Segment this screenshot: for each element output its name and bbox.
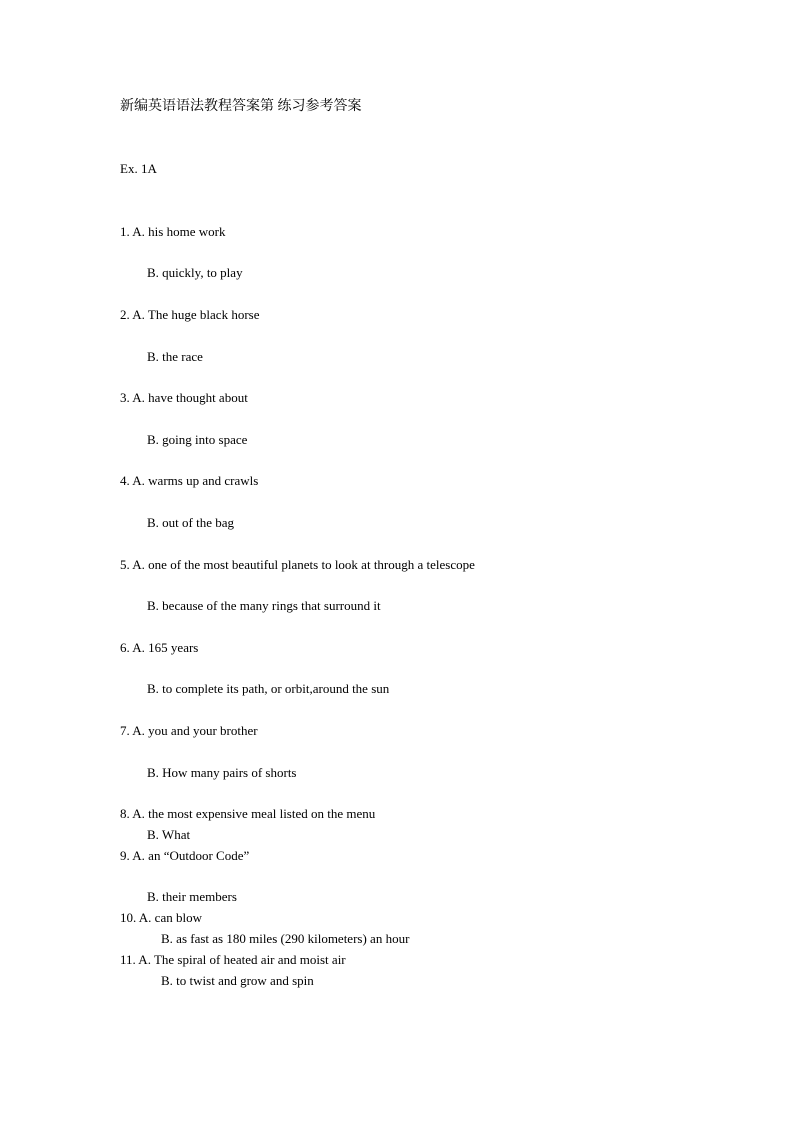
answer-1a: 1. A. his home work — [120, 224, 226, 239]
answer-3a: 3. A. have thought about — [120, 390, 248, 405]
answer-11a: 11. A. The spiral of heated air and moist air — [120, 952, 346, 967]
answer-3b: B. going into space — [147, 432, 248, 447]
answer-8b: B. What — [147, 827, 191, 842]
answer-5b: B. because of the many rings that surround it — [147, 598, 381, 613]
answer-5a: 5. A. one of the most beautiful planets to look at through a telescope — [120, 557, 475, 572]
answer-10b: B. as fast as 180 miles (290 kilometers) an hour — [161, 931, 410, 946]
answer-4b: B. out of the bag — [147, 515, 235, 530]
answer-9a: 9. A. an “Outdoor Code” — [120, 848, 250, 863]
answer-2b: B. the race — [147, 349, 203, 364]
document-title: 新编英语语法教程答案第 练习参考答案 — [120, 99, 362, 114]
answer-8a: 8. A. the most expensive meal listed on the menu — [120, 806, 376, 821]
exercise-label: Ex. 1A — [120, 161, 157, 176]
answer-6b: B. to complete its path, or orbit,around the sun — [147, 681, 390, 696]
answer-4a: 4. A. warms up and crawls — [120, 473, 259, 488]
answer-10a: 10. A. can blow — [120, 910, 202, 925]
answer-2a: 2. A. The huge black horse — [120, 307, 260, 322]
answer-11b: B. to twist and grow and spin — [161, 973, 314, 988]
answer-1b: B. quickly, to play — [147, 265, 243, 280]
answer-9b: B. their members — [147, 889, 237, 904]
answer-6a: 6. A. 165 years — [120, 640, 199, 655]
answer-7a: 7. A. you and your brother — [120, 723, 258, 738]
answer-7b: B. How many pairs of shorts — [147, 765, 297, 780]
